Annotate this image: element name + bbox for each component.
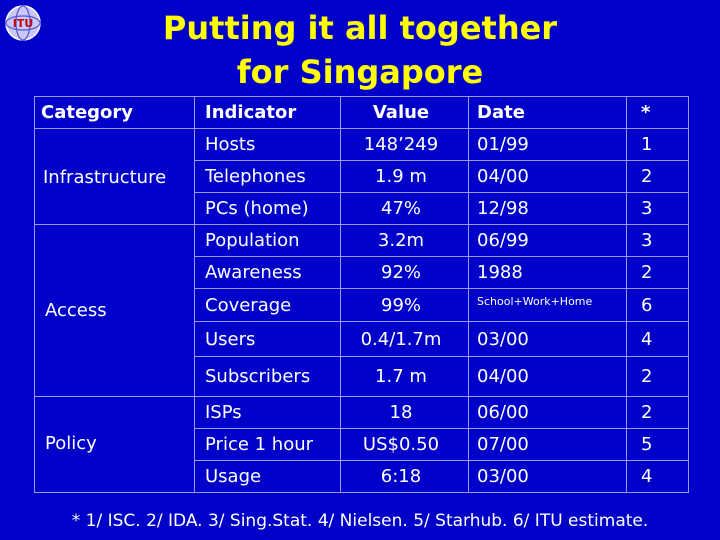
table-cell	[627, 225, 689, 257]
table-row-indicator: ISPs	[205, 402, 242, 423]
table-row-star: 2	[641, 366, 653, 387]
table-cell	[627, 289, 689, 322]
header-date: Date	[477, 102, 525, 123]
table-cell	[627, 129, 689, 161]
table-row-value: 3.2m	[377, 230, 425, 251]
table-cell	[627, 429, 689, 461]
table-row-indicator: Hosts	[205, 134, 256, 155]
table-row-indicator: Coverage	[205, 295, 292, 316]
footnote: * 1/ ISC. 2/ IDA. 3/ Sing.Stat. 4/ Nielsen. 5/ Starhub. 6/ ITU estimate.	[71, 511, 649, 531]
table-row-date: 03/00	[477, 466, 529, 487]
header-star: *	[641, 102, 651, 123]
table-row-star: 5	[641, 434, 653, 455]
table-cell	[627, 193, 689, 225]
table-row-date: 01/99	[477, 134, 529, 155]
slide-title-line1: Putting it all together	[162, 9, 558, 47]
table-cell	[627, 461, 689, 493]
header-cell-star	[627, 97, 689, 129]
table-row-star: 3	[641, 198, 653, 219]
table-row-value: US$0.50	[362, 434, 440, 455]
table-row-date: School+Work+Home	[477, 295, 593, 308]
table-cell	[627, 257, 689, 289]
table-row-date: 06/00	[477, 402, 529, 423]
table-cell	[627, 161, 689, 193]
table-row-star: 3	[641, 230, 653, 251]
table-row-indicator: Subscribers	[205, 366, 311, 387]
table-row-indicator: Telephones	[205, 166, 306, 187]
table-row-value: 148’249	[363, 134, 439, 155]
table-row-value: 99%	[380, 295, 422, 316]
table-cell	[627, 322, 689, 357]
table-row-value: 47%	[380, 198, 422, 219]
table-row-star: 4	[641, 466, 653, 487]
header-value: Value	[372, 102, 430, 123]
table-row-date: 04/00	[477, 366, 529, 387]
header-category: Category	[41, 102, 134, 123]
table-row-value: 1.7 m	[375, 366, 427, 387]
table-row-date: 07/00	[477, 434, 529, 455]
group-label-access: Access	[45, 300, 107, 321]
logo-text: ITU	[12, 17, 34, 30]
table-row-indicator: Population	[205, 230, 300, 251]
header-indicator: Indicator	[205, 102, 297, 123]
table-row-date: 06/99	[477, 230, 529, 251]
table-row-value: 6:18	[380, 466, 422, 487]
table-row-date: 03/00	[477, 329, 529, 350]
table-row-value: 0.4/1.7m	[360, 329, 442, 350]
table-cell	[627, 357, 689, 397]
table-row-value: 18	[389, 402, 413, 423]
table-row-indicator: Awareness	[205, 262, 302, 283]
table-row-indicator: PCs (home)	[205, 198, 309, 219]
table-row-value: 92%	[380, 262, 422, 283]
table-row-star: 4	[641, 329, 653, 350]
table-row-star: 2	[641, 402, 653, 423]
table-row-star: 1	[641, 134, 653, 155]
table-row-date: 12/98	[477, 198, 529, 219]
table-row-indicator: Price 1 hour	[205, 434, 314, 455]
table-cell	[627, 397, 689, 429]
table-row-indicator: Usage	[205, 466, 262, 487]
table-row-star: 6	[641, 295, 653, 316]
table-row-date: 04/00	[477, 166, 529, 187]
table-row-star: 2	[641, 166, 653, 187]
table-row-indicator: Users	[205, 329, 256, 350]
group-label-infrastructure: Infrastructure	[43, 167, 167, 188]
group-label-policy: Policy	[45, 433, 97, 454]
slide-title-line2: for Singapore	[236, 53, 484, 91]
table-row-date: 1988	[477, 262, 523, 283]
table-row-value: 1.9 m	[375, 166, 427, 187]
indicator-table	[34, 96, 689, 493]
table-row-star: 2	[641, 262, 653, 283]
